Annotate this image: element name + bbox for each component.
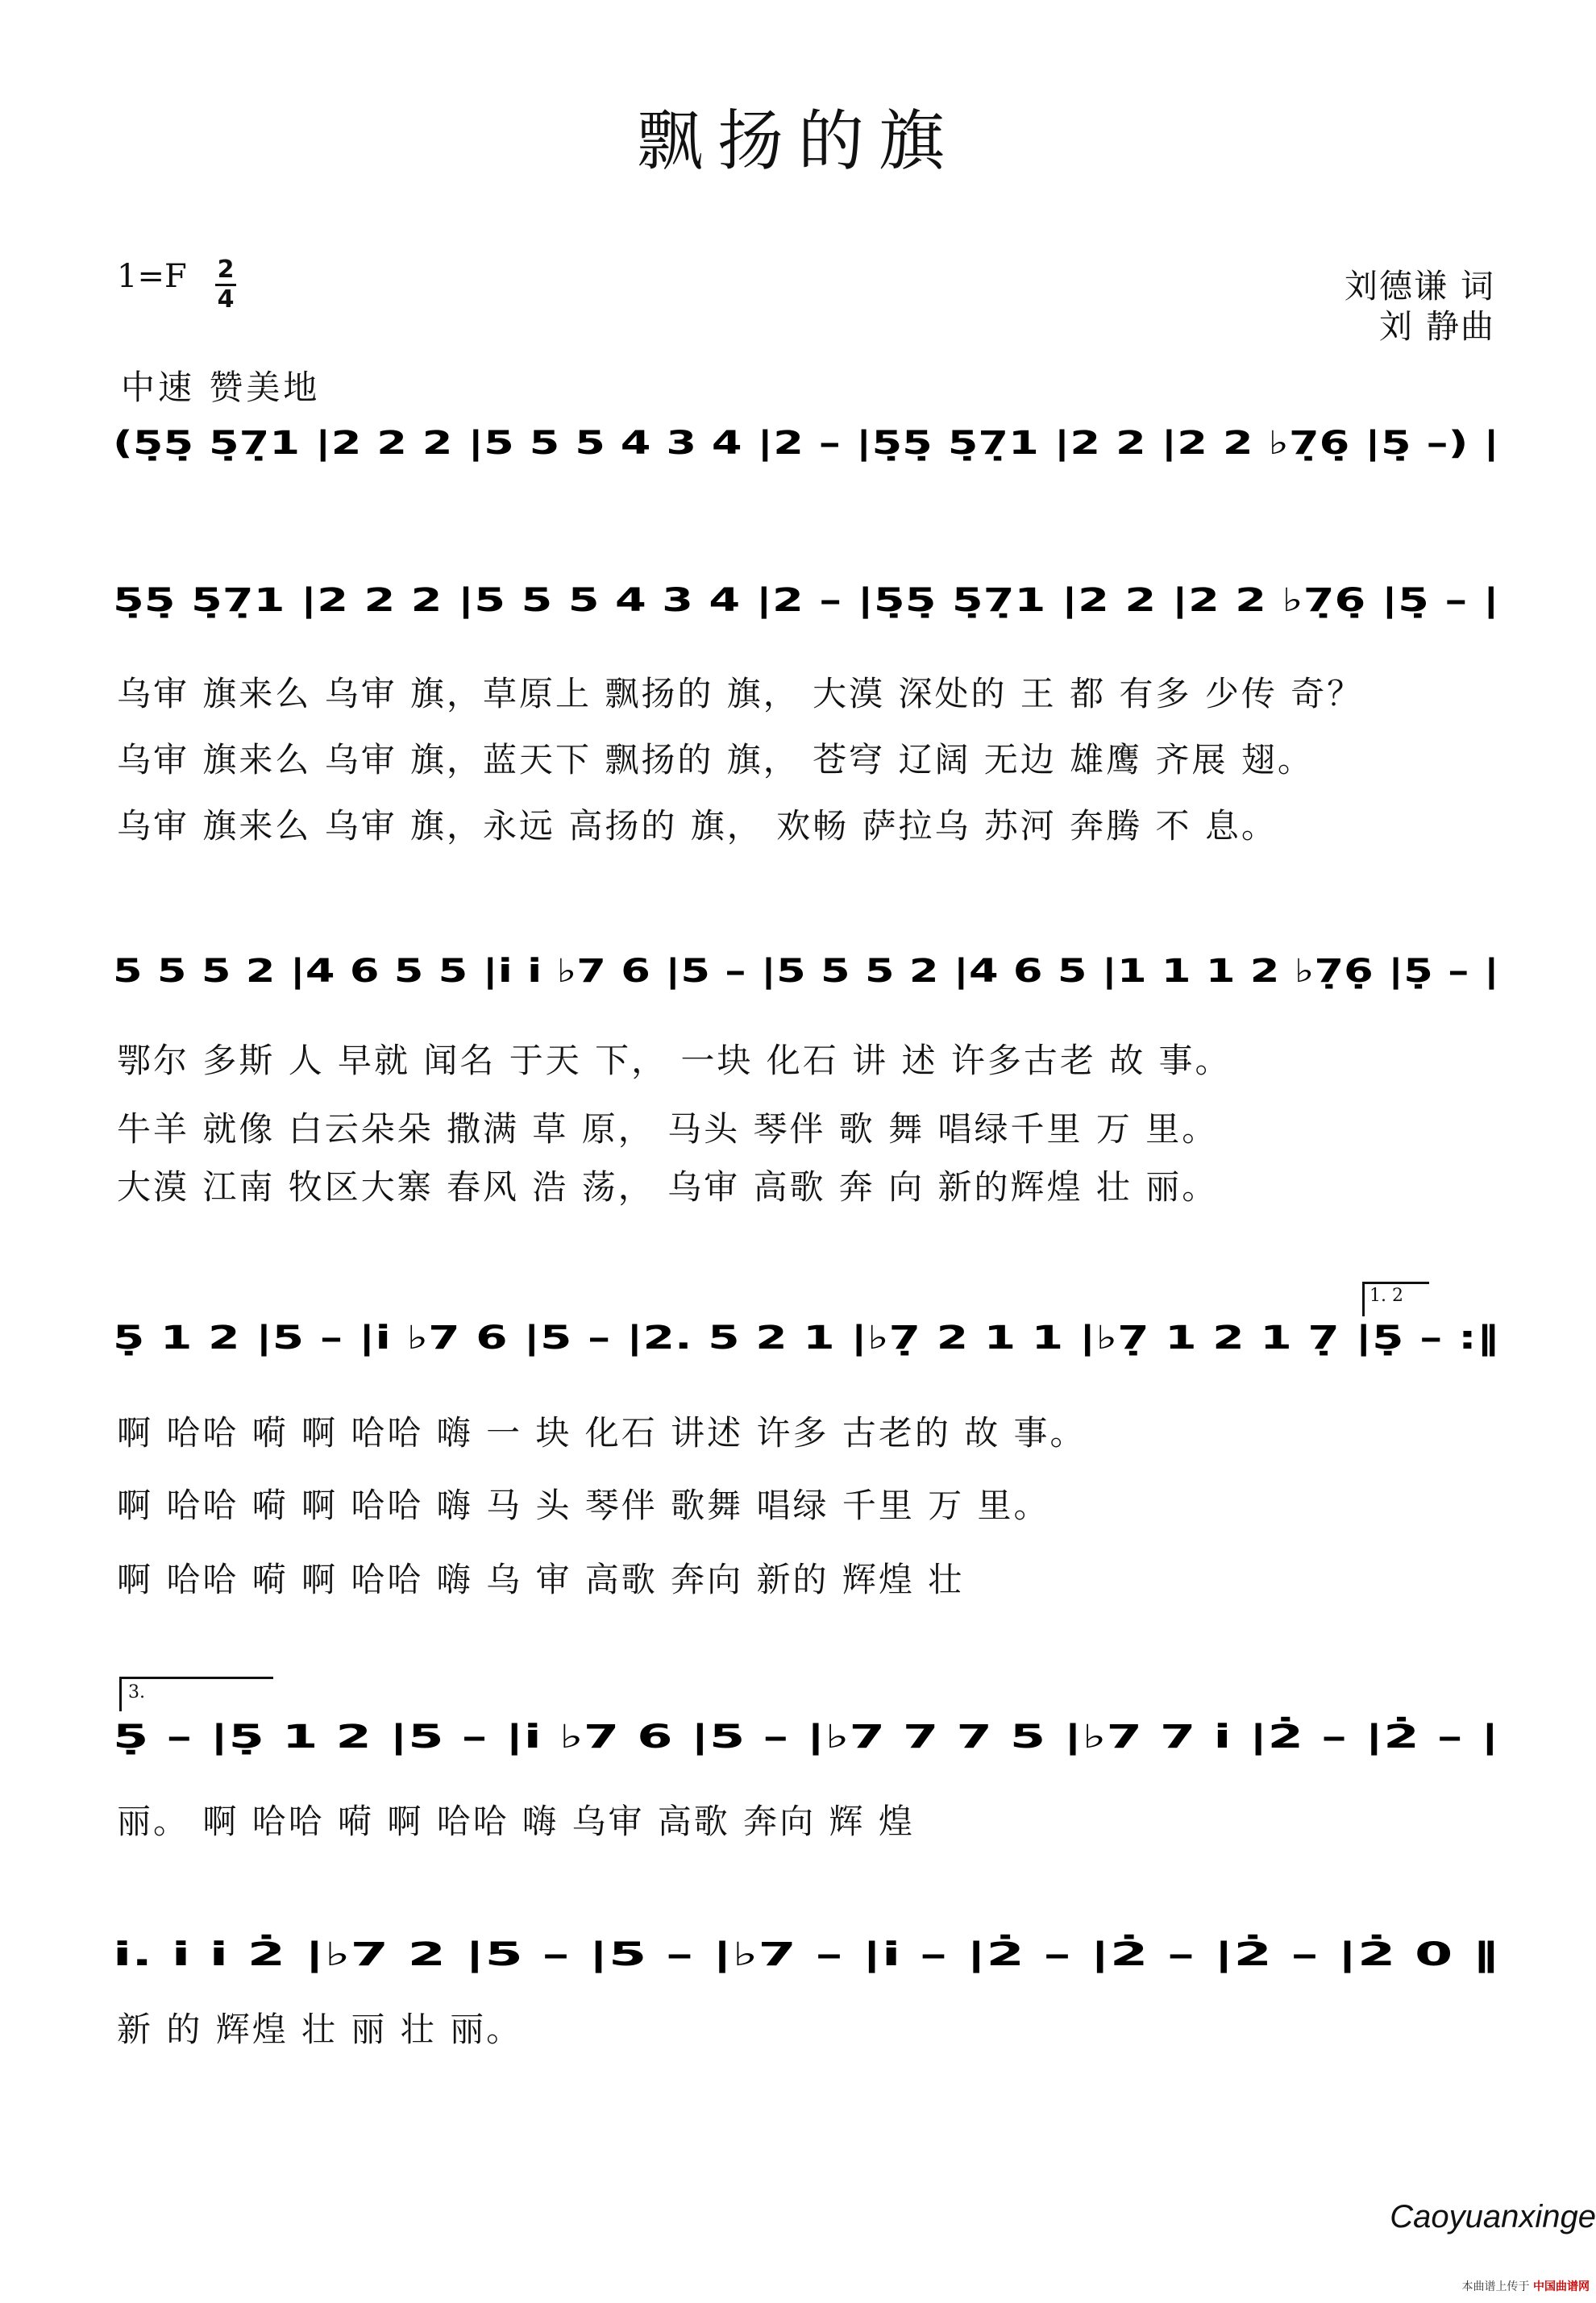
notation-text: 5̣5̣ 5̣7̣1 |2 2 2 |5 5 5 4 3 4 |2 – |5̣5̣ 5̣7̣1 |2 2 |2 2 ♭7̣6̣ |5̣ – | xyxy=(113,582,1108,619)
notation-text: 5̣ – |5̣ 1 2 |5 – |i̇ ♭7 6 |5 – |♭7 7 7 5 |♭7 7 i̇ |2̇ – |2̇ – | xyxy=(113,1719,985,1756)
notation-svg xyxy=(113,407,1499,496)
time-denominator: 4 xyxy=(217,285,235,314)
source-note xyxy=(1462,2278,1590,2294)
lyric-line-7: 啊 哈哈 嗬 啊 哈哈 嗨 一 块 化石 讲述 许多 古老的 故 事。 xyxy=(117,1413,1087,1453)
notation-svg xyxy=(113,564,1499,653)
volta-label-1: 1. 2 xyxy=(1369,1286,1403,1306)
tempo-marking: 中速 赞美地 xyxy=(121,368,321,407)
notation-text: 5̣ 1 2 |5 – |i̇ ♭7 6 |5 – |2. 5 2 1 |♭7̣ 2 1 1 |♭7̣ 1 2 1 7̣ |5̣ – :‖ xyxy=(113,1320,1094,1357)
notation-text: 5 5 5 2 |4 6 5 5 |i̇ i̇ ♭7 6 |5 – |5 5 5 2 |4 6 5 |1 1 1 2 ♭7̣6̣ |5̣ – | xyxy=(113,953,1167,990)
time-numerator: 2 xyxy=(217,256,235,284)
watermark: Caoyuanxinge xyxy=(1390,2199,1596,2234)
lyric-line-1: 乌审 旗来么 乌审 旗，草原上 飘扬的 旗， 大漠 深处的 王 都 有多 少传 奇？ xyxy=(117,674,1364,713)
notation-row-3 xyxy=(113,935,1499,1024)
song-title: 飘扬的旗 xyxy=(636,103,959,180)
lyric-line-8: 啊 哈哈 嗬 啊 哈哈 嗨 马 头 琴伴 歌舞 唱绿 千里 万 里。 xyxy=(117,1486,1050,1525)
key-signature: 1=F xyxy=(117,258,187,295)
notation-row-5 xyxy=(113,1701,1499,1790)
composer-credit: 刘 静曲 xyxy=(1378,307,1495,346)
volta-label-3: 3. xyxy=(128,1682,145,1702)
notation-svg xyxy=(113,1918,1499,2007)
volta-bracket-1 xyxy=(1362,1282,1429,1316)
source-note-text: 本曲谱上传于 xyxy=(1461,2280,1530,2293)
lyric-line-6: 大漠 江南 牧区大寨 春风 浩 荡， 乌审 高歌 奔 向 新的辉煌 壮 丽。 xyxy=(117,1167,1219,1207)
notation-text: (5̣5̣ 5̣7̣1 |2 2 2 |5 5 5 4 3 4 |2 – |5̣5̣ 5̣7̣1 |2 2 |2 2 ♭7̣6̣ |5̣ –) | xyxy=(113,425,1137,462)
lyric-line-2: 乌审 旗来么 乌审 旗，蓝天下 飘扬的 旗， 苍穹 辽阔 无边 雄鹰 齐展 翅。 xyxy=(117,740,1314,779)
notation-svg xyxy=(113,1302,1499,1391)
lyric-line-4: 鄂尔 多斯 人 早就 闻名 于天 下， 一块 化石 讲 述 许多古老 故 事。 xyxy=(117,1041,1232,1080)
lyric-line-9: 啊 哈哈 嗬 啊 哈哈 嗨 乌 审 高歌 奔向 新的 辉煌 壮 xyxy=(117,1560,965,1599)
notation-row-2 xyxy=(113,564,1499,653)
source-brand: 中国曲谱网 xyxy=(1533,2280,1590,2293)
lyric-line-3: 乌审 旗来么 乌审 旗，永远 高扬的 旗， 欢畅 萨拉乌 苏河 奔腾 不 息。 xyxy=(117,806,1278,846)
notation-svg xyxy=(113,935,1499,1024)
notation-svg xyxy=(113,1701,1499,1790)
lyric-line-10: 丽。 啊 哈哈 嗬 啊 哈哈 嗨 乌审 高歌 奔向 辉 煌 xyxy=(117,1802,915,1841)
volta-bracket-3 xyxy=(119,1677,273,1711)
lyric-line-11: 新 的 辉煌 壮 丽 壮 丽。 xyxy=(117,2010,523,2049)
lyric-line-5: 牛羊 就像 白云朵朵 撒满 草 原， 马头 琴伴 歌 舞 唱绿千里 万 里。 xyxy=(117,1109,1219,1149)
lyricist-credit: 刘德谦 词 xyxy=(1344,267,1495,306)
notation-text: i̇. i̇ i̇ 2̇ |♭7 2 |5 – |5 – |♭7 – |i̇ – |2̇ – |2̇ – |2̇ – |2̇ 0 ‖ xyxy=(113,1936,929,1973)
notation-row-6 xyxy=(113,1918,1499,2007)
time-signature xyxy=(214,256,238,314)
notation-row-4 xyxy=(113,1302,1499,1391)
notation-row-1 xyxy=(113,407,1499,496)
